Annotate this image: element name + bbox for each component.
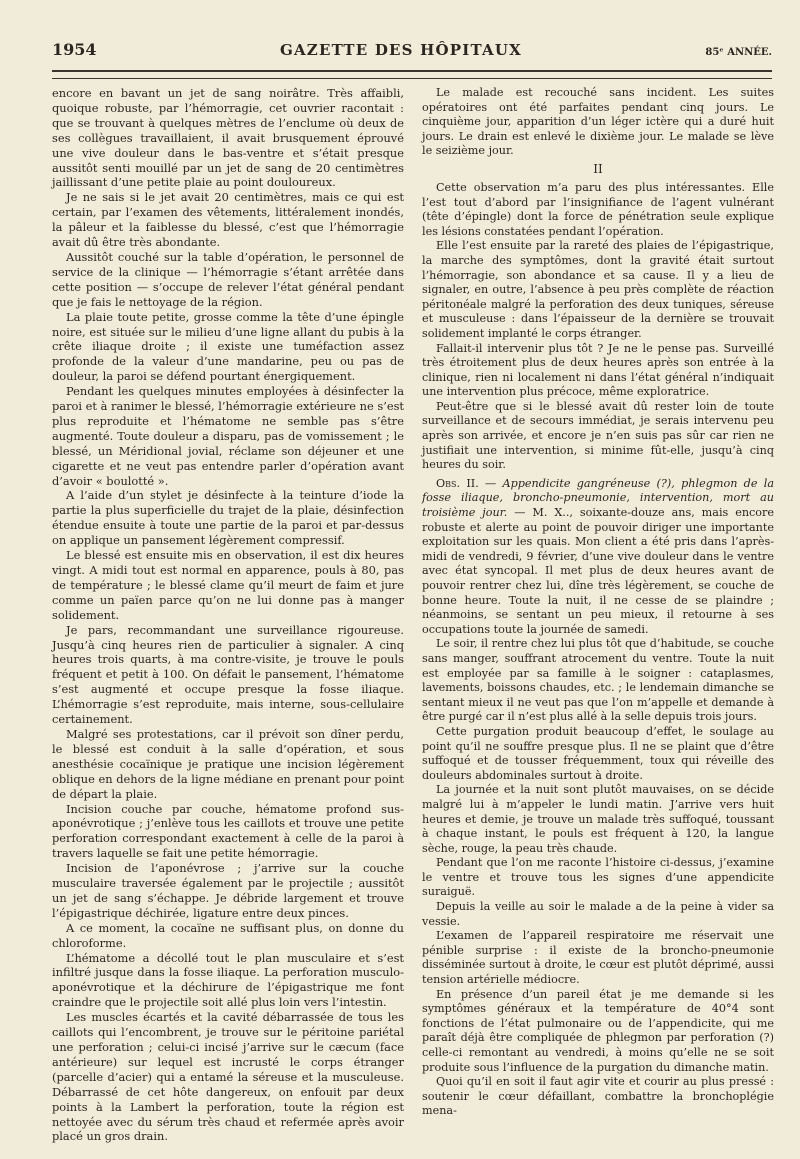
paragraph: Malgré ses protestations, car il prévoit son dîner perdu, le blessé est conduit à la salle d’opération, et sous anesthésie cocaïnique je pratique une incision légèrement oblique en dehors de la ligne médiane en prenant pour point de départ la plaie. (52, 726, 404, 801)
section-numeral: II (593, 161, 603, 176)
case-intro: — M. X.., soixante-douze ans, mais encore robuste et alerte au point de pouvoir diriger une importante exploitation sur les quais. Mon client a été pris dans l’après-midi de vendredi, 9 février, d’une vive douleur dans le ventre avec état syncopal. Il met plus de deux heures avant de pouvoir rentrer chez lui, dîne très légèrement, se couche de bonne heure. Toute la nuit, il ne cesse de se plaindre ; néanmoins, se sentant un peu mieux, il retourne à ses occupations toute la journée de samedi. (422, 506, 774, 636)
paragraph: Cette purgation produit beaucoup d’effet, le soulage au point qu’il ne souffre presque plus. Il ne se plaint que d’être suffoqué et de tousser fréquemment, toux qui réveille des douleurs abdominales surtout à droite. (422, 724, 774, 782)
header-rule (52, 70, 772, 79)
text-columns (52, 86, 774, 1144)
paragraph: A l’aide d’un stylet je désinfecte à la teinture d’iode la partie la plus superficielle du trajet de la plaie, désinfection étendue ensuite à toute une partie de la paroi et par-dessus on applique un pansement légèrement compressif. (52, 488, 404, 548)
right-column (422, 86, 774, 1136)
paragraph: Incision de l’aponévrose ; j’arrive sur la couche musculaire traversée également par le projectile ; aussitôt un jet de sang s’échappe. Je débride largement et trouve l’épigastrique déchirée, ligature entre deux pinces. (52, 861, 404, 920)
paragraph: Le blessé est ensuite mis en observation, il est dix heures vingt. A midi tout est normal en apparence, pouls à 80, pas de température ; le blessé clame qu’il meurt de faim et jure comme un païen parce qu’on ne lui donne pas à manger solidement. (52, 548, 404, 622)
case-title: Appendicite gangréneuse (?), phlegmon de la fosse iliaque, broncho-pneumonie, intervention, mort au troisième jour. (422, 476, 774, 520)
paragraph: La journée et la nuit sont plutôt mauvaises, on se décide malgré lui à m’appeler le lundi matin. J’arrive vers huit heures et demie, je trouve un malade très suffoqué, toussant à chaque instant, le pouls est fréquent à 120, la langue sèche, rouge, la peau très chaude. (422, 783, 774, 855)
paragraph: Elle l’est ensuite par la rareté des plaies de l’épigastrique, la marche des symptômes, dont la gravité était surtout l’hémorragie, son abondance et sa cause. Il y a lieu de signaler, en outre, l’absence à peu près complète de réaction péritonéale malgré la perforation des deux tuniques, séreuse et musculeuse : dans l’épaisseur de la dernière se trouvait solidement implanté le corps étranger. (422, 239, 774, 340)
paragraph: Je pars, recommandant une surveillance rigoureuse. Jusqu’à cinq heures rien de particulier à signaler. A cinq heures trois quarts, à ma contre-visite, je trouve le pouls fréquent et petit à 100. On défait le pansement, l’hématome s’est augmenté et occupe presque la fosse iliaque. L’hémorragie s’est reproduite, mais interne, sous-cellulaire certainement. (52, 622, 404, 727)
running-head (52, 40, 772, 64)
paragraph: Peut-être que si le blessé avait dû rester loin de toute surveillance et de secours immédiat, je serais intervenu peu après son arrivée, et encore je n’en suis pas sûr car rien ne justifiait une intervention, si minime fût-elle, jusqu’à cinq heures du soir. (422, 399, 774, 472)
case-dash: — (485, 476, 497, 490)
paragraph: Pendant que l’on me raconte l’histoire ci-dessus, j’examine le ventre et trouve tous les signes d’une appendicite suraiguë. (422, 856, 774, 899)
paragraph: La plaie toute petite, grosse comme la tête d’une épingle noire, est située sur le milieu d’une ligne allant du pubis à la crête iliaque droite ; il existe une tuméfaction assez profonde de la valeur d’une mandarine, peu ou pas de douleur, la paroi se défend pourtant énergiquement. (52, 309, 404, 384)
journal-title: GAZETTE DES HÔPITAUX (279, 41, 522, 59)
paragraph: Aussitôt couché sur la table d’opération, le personnel de service de la clinique — l’hémorragie s’étant arrêtée dans cette position — s’occupe de relever l’état général pendant que je fais le nettoyage de la région. (52, 249, 404, 309)
left-column (52, 86, 404, 1144)
paragraph: Fallait-il intervenir plus tôt ? Je ne le pense pas. Surveillé très étroitement plus de deux heures après son entrée à la clinique, rien ni localement ni dans l’état général n’indiquait une intervention plus précoce, même exploratrice. (422, 341, 774, 399)
paragraph: Depuis la veille au soir le malade a de la peine à vider sa vessie. (422, 900, 774, 928)
paragraph: encore en bavant un jet de sang noirâtre. Très affaibli, quoique robuste, par l’hémorragie, cet ouvrier racontait : que se trouvant à quelques mètres de l’enclume où deux de ses collègues travaillaient, il avait brusquement éprouvé une vive douleur dans le bas-ventre et s’était presque aussitôt senti mouillé par un jet de sang de 20 centimètres jaillissant d’une petite plaie au point douloureux. (52, 86, 404, 190)
paragraph: L’hématome a décollé tout le plan musculaire et s’est infiltré jusque dans la fosse iliaque. La perforation musculo-aponévrotique et la déchirure de l’épigastrique me font craindre que le projectile soit allé plus loin vers l’intestin. (52, 950, 404, 1010)
paragraph: Pendant les quelques minutes employées à désinfecter la paroi et à ranimer le blessé, l’hémorragie extérieure ne s’est plus reproduite et l’hématome ne semble pas s’être augmenté. Toute douleur a disparu, pas de vomissement ; le blessé, un Méridional jovial, réclame son déjeuner et une cigarette et ne veut pas entendre parler d’opération avant d’avoir « boulotté ». (52, 384, 404, 488)
paragraph: Les muscles écartés et la cavité débarrassée de tous les caillots qui l’encombrent, je trouve sur le péritoine pariétal une perforation ; celui-ci incisé j’arrive sur le cæcum (face antérieure) sur lequel est incrusté le corps étranger (parcelle d’acier) qui a entamé la séreuse et la musculeuse. Débarrassé de cet hôte dangereux, on enfouit par deux points à la Lambert la perforation, toute la région est nettoyée avec du sérum très chaud et refermée après avoir placé un gros drain. (52, 1010, 404, 1144)
paragraph: Incision couche par couche, hématome profond sus-aponévrotique ; j’enlève tous les caillots et trouve une petite perforation correspondant exactement à celle de la paroi à travers laquelle se fait une petite hémorragie. (52, 801, 404, 861)
paragraph: Cette observation m’a paru des plus intéressantes. Elle l’est tout d’abord par l’insignifiance de l’agent vulnérant (tête d’épingle) dont la force de pénétration seule explique les lésions constatées pendant l’opération. (422, 180, 774, 238)
paragraph: Le soir, il rentre chez lui plus tôt que d’habitude, se couche sans manger, souffrant atrocement du ventre. Toute la nuit est employée par sa famille à le soigner : cataplasmes, lavements, boissons chaudes, etc. ; le lendemain dimanche se sentant mieux il ne veut pas que l’on m’appelle et demande à être purgé car il n’est plus allé à la selle depuis trois jours. (422, 637, 774, 724)
case-heading (422, 477, 774, 638)
paragraph: En présence d’un pareil état je me demande si les symptômes généraux et la température de 40°4 sont fonctions de l’état pulmonaire ou de l’appendicite, qui me paraît déjà être compliquée de phlegmon par perforation (?) celle-ci remontant au vendredi, à moins qu’elle ne se soit produite sous l’influence de la purgation du dimanche matin. (422, 987, 774, 1074)
paragraph: Le malade est recouché sans incident. Les suites opératoires ont été parfaites pendant cinq jours. Le cinquième jour, apparition d’un léger ictère qui a duré huit jours. Le drain est enlevé le dixième jour. Le malade se lève le seizième jour. (422, 86, 774, 158)
paragraph: A ce moment, la cocaïne ne suffisant plus, on donne du chloroforme. (52, 920, 404, 950)
page-number: 1954 (52, 40, 97, 59)
paragraph: L’examen de l’appareil respiratoire me réservait une pénible surprise : il existe de la broncho-pneumonie disséminée surtout à droite, le cœur est plutôt déprimé, aussi tension artérielle médiocre. (422, 929, 774, 987)
case-label: Obs. II. (436, 476, 479, 490)
paragraph: Je ne sais si le jet avait 20 centimètres, mais ce qui est certain, par l’examen des vêtements, littéralement inondés, la pâleur et la faiblesse du blessé, c’est que l’hémorragie avait dû être très abondante. (52, 190, 404, 250)
paragraph: Quoi qu’il en soit il faut agir vite et courir au plus pressé : soutenir le cœur défaillant, combattre la bronchoplégie mena- (422, 1075, 774, 1118)
year-marker: 85ᵉ ANNÉE. (705, 47, 772, 58)
